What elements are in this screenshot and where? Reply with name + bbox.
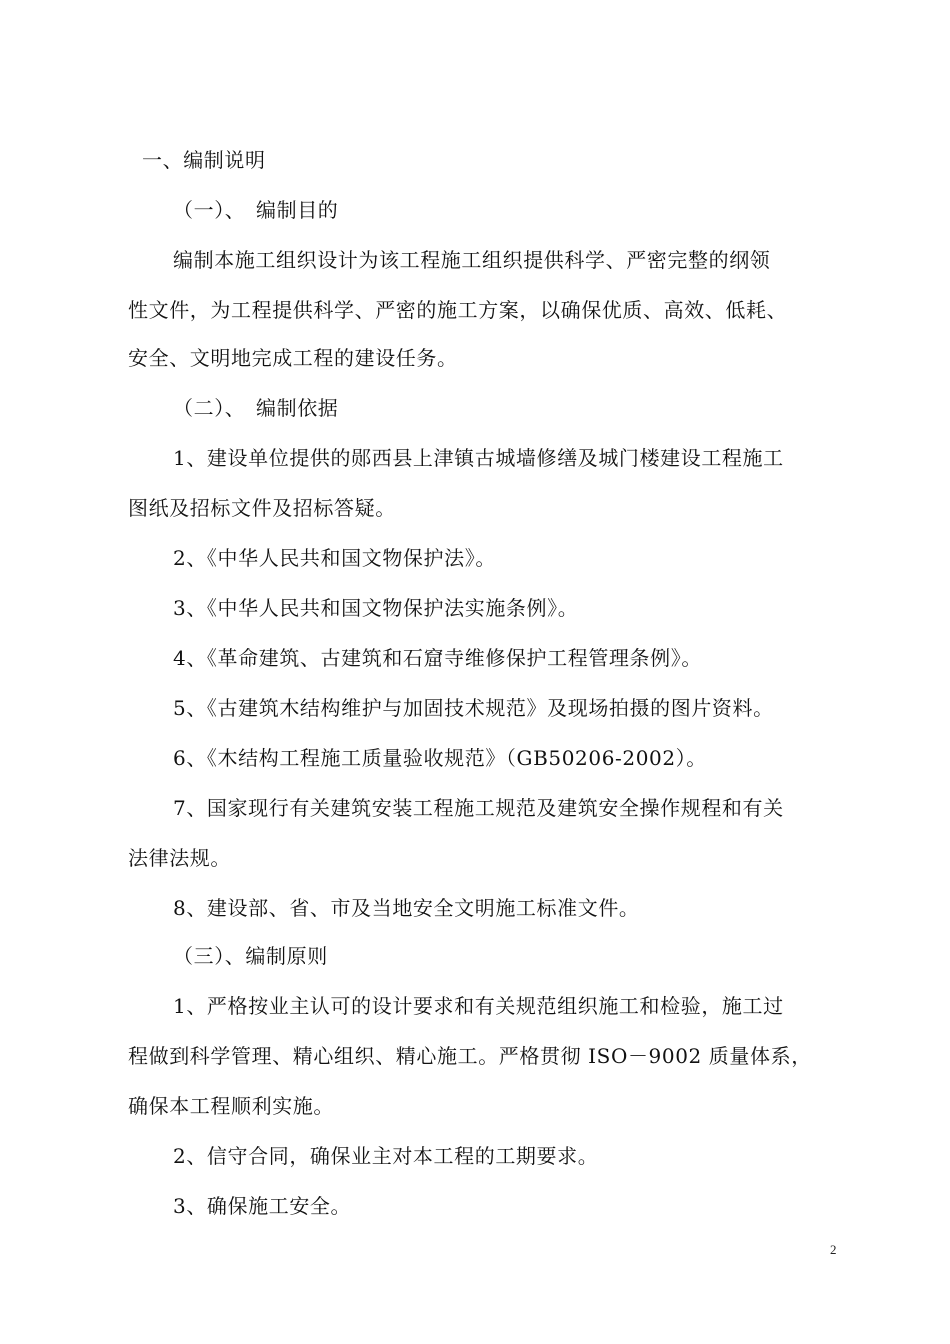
heading-editorial-notes: 一、编制说明	[142, 148, 266, 172]
paragraph-line: 性文件，为工程提供科学、严密的施工方案，以确保优质、高效、低耗、	[128, 298, 788, 322]
list-item: 5、《古建筑木结构维护与加固技术规范》及现场拍摄的图片资料。	[173, 696, 774, 720]
list-item: 2、信守合同，确保业主对本工程的工期要求。	[173, 1144, 599, 1168]
list-item: 6、《木结构工程施工质量验收规范》（GB50206-2002）。	[173, 746, 707, 770]
page-number: 2	[830, 1242, 837, 1257]
paragraph-line: 安全、文明地完成工程的建设任务。	[128, 346, 458, 370]
list-item: 8、建设部、省、市及当地安全文明施工标准文件。	[173, 896, 640, 920]
list-item-continuation: 法律法规。	[128, 846, 231, 870]
list-item-continuation: 确保本工程顺利实施。	[128, 1094, 334, 1118]
section-title-purpose: （一）、 编制目的	[173, 198, 339, 222]
section-title-basis: （二）、 编制依据	[173, 396, 339, 420]
paragraph-line: 编制本施工组织设计为该工程施工组织提供科学、严密完整的纲领	[173, 248, 771, 272]
list-item-continuation: 程做到科学管理、精心组织、精心施工。严格贯彻 ISO－9002 质量体系，	[128, 1044, 812, 1068]
section-title-principles: （三）、编制原则	[173, 944, 328, 968]
list-item: 1、严格按业主认可的设计要求和有关规范组织施工和检验，施工过	[173, 994, 784, 1018]
list-item: 3、确保施工安全。	[173, 1194, 352, 1218]
list-item: 1、建设单位提供的郧西县上津镇古城墙修缮及城门楼建设工程施工	[173, 446, 784, 470]
list-item: 4、《革命建筑、古建筑和石窟寺维修保护工程管理条例》。	[173, 646, 702, 670]
list-item: 2、《中华人民共和国文物保护法》。	[173, 546, 496, 570]
list-item-continuation: 图纸及招标文件及招标答疑。	[128, 496, 396, 520]
list-item: 7、国家现行有关建筑安装工程施工规范及建筑安全操作规程和有关	[173, 796, 784, 820]
list-item: 3、《中华人民共和国文物保护法实施条例》。	[173, 596, 579, 620]
